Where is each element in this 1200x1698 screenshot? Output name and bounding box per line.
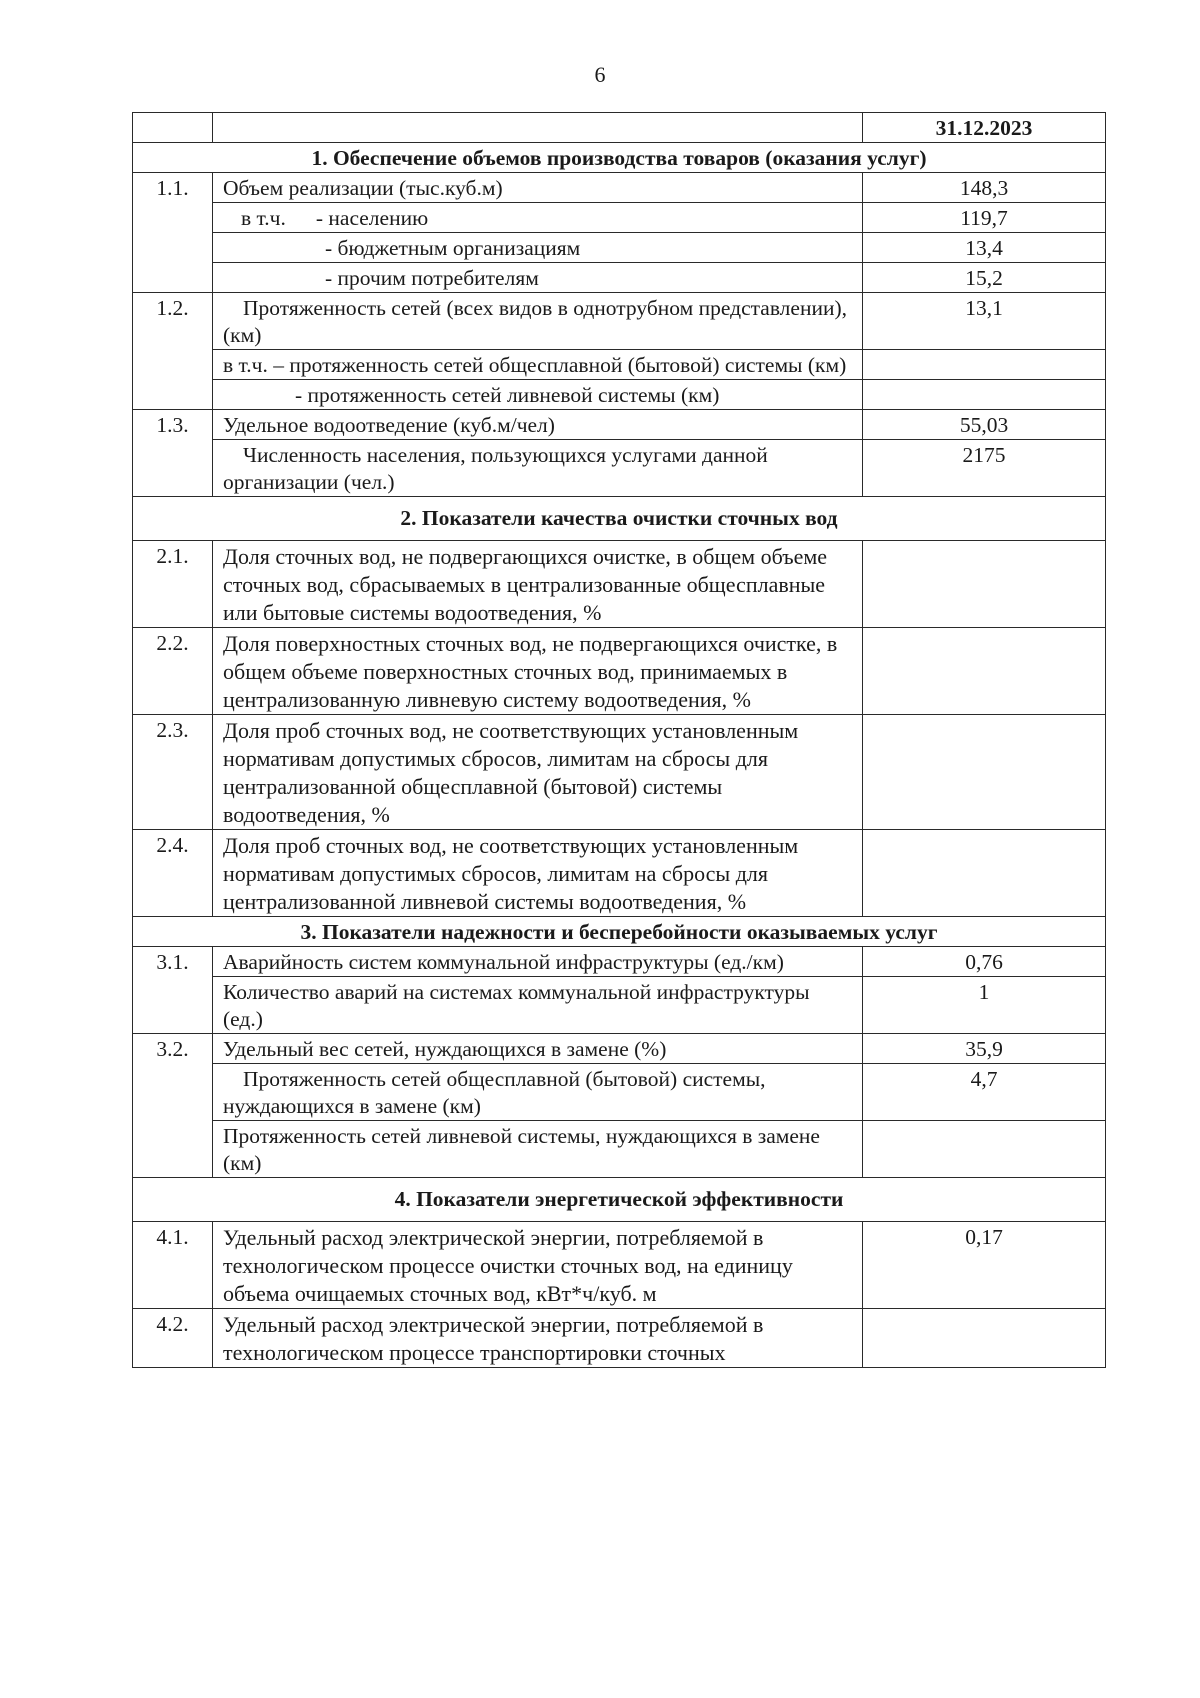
section-title-row <box>133 917 1106 947</box>
row-value: 2175 <box>863 440 1106 497</box>
header-num-cell <box>133 113 213 143</box>
row-label: Протяженность сетей (всех видов в однотрубном представлении), (км) <box>213 293 863 350</box>
section-title-row <box>133 497 1106 541</box>
indicators-table <box>132 112 1106 1368</box>
row-number: 4.1. <box>133 1222 213 1309</box>
row-value: 0,17 <box>863 1222 1106 1309</box>
row-value <box>863 1309 1106 1368</box>
row-label: - прочим потребителям <box>213 263 863 293</box>
row-value <box>863 541 1106 628</box>
table-row <box>133 263 1106 293</box>
row-number: 1.1. <box>133 173 213 293</box>
row-label: Доля сточных вод, не подвергающихся очистке, в общем объеме сточных вод, сбрасываемых в централизованные общесплавные или бытовые системы водоотведения, % <box>213 541 863 628</box>
section-title-row <box>133 143 1106 173</box>
row-value: 4,7 <box>863 1064 1106 1121</box>
row-label: Протяженность сетей ливневой системы, нуждающихся в замене (км) <box>213 1121 863 1178</box>
table-row <box>133 410 1106 440</box>
row-label: Аварийность систем коммунальной инфраструктуры (ед./км) <box>213 947 863 977</box>
table-row <box>133 380 1106 410</box>
row-label: Удельное водоотведение (куб.м/чел) <box>213 410 863 440</box>
row-label: в т.ч. – протяженность сетей общесплавной (бытовой) системы (км) <box>213 350 863 380</box>
table-row <box>133 541 1106 628</box>
table-row <box>133 440 1106 497</box>
table-header-row <box>133 113 1106 143</box>
row-value: 13,4 <box>863 233 1106 263</box>
section-title: 4. Показатели энергетической эффективности <box>133 1178 1106 1222</box>
table-row <box>133 830 1106 917</box>
row-label: Численность населения, пользующихся услугами данной организации (чел.) <box>213 440 863 497</box>
table-row <box>133 628 1106 715</box>
table-row <box>133 1034 1106 1064</box>
table-row <box>133 203 1106 233</box>
row-label: Удельный вес сетей, нуждающихся в замене (%) <box>213 1034 863 1064</box>
row-value: 13,1 <box>863 293 1106 350</box>
row-value: 15,2 <box>863 263 1106 293</box>
row-number: 2.1. <box>133 541 213 628</box>
table-row <box>133 1064 1106 1121</box>
row-number: 4.2. <box>133 1309 213 1368</box>
row-value: 148,3 <box>863 173 1106 203</box>
header-label-cell <box>213 113 863 143</box>
table-row <box>133 1222 1106 1309</box>
row-label: - бюджетным организациям <box>213 233 863 263</box>
row-label: Количество аварий на системах коммунальной инфраструктуры (ед.) <box>213 977 863 1034</box>
row-number: 1.3. <box>133 410 213 497</box>
table-row <box>133 1309 1106 1368</box>
row-label: Удельный расход электрической энергии, потребляемой в технологическом процессе транспортировки сточных <box>213 1309 863 1368</box>
row-value: 1 <box>863 977 1106 1034</box>
row-value <box>863 380 1106 410</box>
row-value <box>863 715 1106 830</box>
table-row <box>133 173 1106 203</box>
section-title: 1. Обеспечение объемов производства товаров (оказания услуг) <box>133 143 1106 173</box>
section-title: 2. Показатели качества очистки сточных вод <box>133 497 1106 541</box>
row-label-group <box>213 203 863 233</box>
row-number: 3.1. <box>133 947 213 1034</box>
row-value <box>863 1121 1106 1178</box>
table-row <box>133 947 1106 977</box>
section-title-row <box>133 1178 1106 1222</box>
row-number: 1.2. <box>133 293 213 410</box>
row-label: - протяженность сетей ливневой системы (км) <box>213 380 863 410</box>
row-label: Доля поверхностных сточных вод, не подвергающихся очистке, в общем объеме поверхностных сточных вод, принимаемых в централизованную ливневую систему водоотведения, % <box>213 628 863 715</box>
table-row <box>133 350 1106 380</box>
table-row <box>133 233 1106 263</box>
row-number: 2.4. <box>133 830 213 917</box>
row-number: 3.2. <box>133 1034 213 1178</box>
row-value <box>863 830 1106 917</box>
row-label-prefix: в т.ч. <box>241 206 286 230</box>
table-row <box>133 977 1106 1034</box>
row-label: Объем реализации (тыс.куб.м) <box>213 173 863 203</box>
table-row <box>133 1121 1106 1178</box>
row-number: 2.2. <box>133 628 213 715</box>
header-date: 31.12.2023 <box>863 113 1106 143</box>
table-row <box>133 293 1106 350</box>
row-label: Доля проб сточных вод, не соответствующих установленным нормативам допустимых сбросов, лимитам на сбросы для централизованной ливневой системы водоотведения, % <box>213 830 863 917</box>
row-label: - населению <box>315 206 429 230</box>
row-label: Удельный расход электрической энергии, потребляемой в технологическом процессе очистки сточных вод, на единицу объема очищаемых сточных вод, кВт*ч/куб. м <box>213 1222 863 1309</box>
row-label: Доля проб сточных вод, не соответствующих установленным нормативам допустимых сбросов, лимитам на сбросы для централизованной общесплавной (бытовой) системы водоотведения, % <box>213 715 863 830</box>
row-value <box>863 628 1106 715</box>
row-number: 2.3. <box>133 715 213 830</box>
table-row <box>133 715 1106 830</box>
row-value: 119,7 <box>863 203 1106 233</box>
page-number: 6 <box>594 62 606 87</box>
row-label: Протяженность сетей общесплавной (бытовой) системы, нуждающихся в замене (км) <box>213 1064 863 1121</box>
section-title: 3. Показатели надежности и бесперебойности оказываемых услуг <box>133 917 1106 947</box>
row-value: 55,03 <box>863 410 1106 440</box>
row-value <box>863 350 1106 380</box>
row-value: 35,9 <box>863 1034 1106 1064</box>
row-value: 0,76 <box>863 947 1106 977</box>
